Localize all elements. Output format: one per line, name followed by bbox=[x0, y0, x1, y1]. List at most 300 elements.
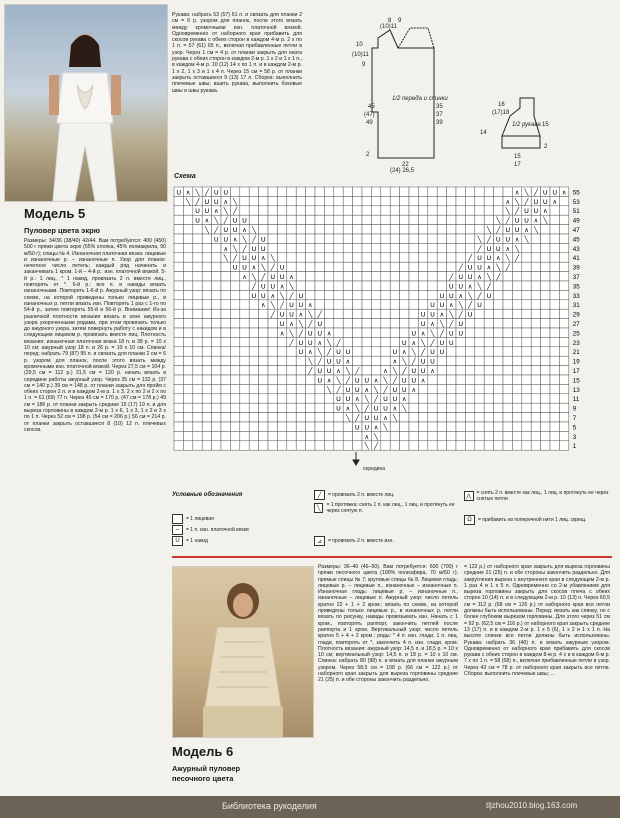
chart-cell bbox=[174, 262, 183, 271]
chart-cell bbox=[494, 309, 503, 318]
chart-cell bbox=[212, 300, 221, 309]
legend bbox=[172, 490, 612, 550]
chart-symbol: ╱ bbox=[411, 357, 416, 366]
purl-symbol-icon: – bbox=[172, 525, 183, 535]
chart-cell bbox=[221, 300, 230, 309]
chart-symbol: ╲ bbox=[374, 385, 379, 394]
chart-cell bbox=[259, 394, 268, 403]
chart-cell bbox=[418, 403, 427, 412]
chart-cell bbox=[531, 375, 540, 384]
chart-cell bbox=[541, 234, 550, 243]
chart-symbol: ╲ bbox=[449, 310, 454, 319]
chart-cell bbox=[193, 347, 202, 356]
chart-cell bbox=[456, 187, 465, 196]
chart-symbol: ∧ bbox=[430, 367, 435, 375]
chart-symbol: ╲ bbox=[355, 404, 360, 413]
chart-cell bbox=[343, 262, 352, 271]
chart-cell bbox=[437, 403, 446, 412]
chart-symbol: U bbox=[364, 423, 370, 432]
chart-symbol: ╲ bbox=[430, 329, 435, 338]
chart-symbol: ∧ bbox=[223, 244, 229, 253]
chart-symbol: ╲ bbox=[233, 197, 238, 206]
chart-cell bbox=[381, 234, 390, 243]
chart-symbol: ╲ bbox=[524, 235, 529, 244]
chart-cell bbox=[437, 243, 446, 252]
chart-cell bbox=[334, 290, 343, 299]
chart-cell bbox=[315, 206, 324, 215]
chart-cell bbox=[174, 337, 183, 346]
chart-cell bbox=[193, 281, 202, 290]
chart-cell bbox=[174, 319, 183, 328]
make-one-icon: Ω bbox=[464, 515, 475, 525]
chart-cell bbox=[315, 253, 324, 262]
chart-cell bbox=[400, 290, 409, 299]
chart-cell bbox=[400, 196, 409, 205]
chart-cell bbox=[353, 309, 362, 318]
chart-cell bbox=[381, 290, 390, 299]
chart-cell bbox=[202, 384, 211, 393]
chart-cell bbox=[183, 337, 192, 346]
chart-cell bbox=[268, 206, 277, 215]
chart-cell bbox=[221, 290, 230, 299]
chart-cell bbox=[437, 422, 446, 431]
schem-label-45: 45 bbox=[368, 104, 375, 110]
chart-cell bbox=[230, 328, 239, 337]
chart-cell bbox=[334, 206, 343, 215]
chart-cell bbox=[324, 272, 333, 281]
chart-cell bbox=[240, 300, 249, 309]
chart-cell bbox=[353, 300, 362, 309]
chart-symbol: ╱ bbox=[439, 329, 444, 338]
chart-cell bbox=[390, 431, 399, 440]
chart-cell bbox=[268, 243, 277, 252]
chart-symbol: ╲ bbox=[533, 226, 538, 234]
chart-cell bbox=[390, 225, 399, 234]
chart-cell bbox=[409, 309, 418, 318]
chart-symbol: ╲ bbox=[251, 226, 256, 234]
chart-cell bbox=[541, 403, 550, 412]
chart-symbol: ╲ bbox=[402, 404, 407, 413]
pattern-middle-label: середина bbox=[363, 466, 385, 472]
chart-symbol: ╲ bbox=[214, 216, 219, 225]
chart-symbol: ∧ bbox=[364, 432, 370, 441]
chart-cell bbox=[550, 431, 559, 440]
chart-symbol: ╲ bbox=[383, 376, 388, 385]
chart-cell bbox=[522, 253, 531, 262]
chart-cell bbox=[447, 384, 456, 393]
chart-cell bbox=[465, 403, 474, 412]
chart-cell bbox=[428, 431, 437, 440]
chart-symbol: ╲ bbox=[223, 207, 228, 216]
chart-cell bbox=[503, 281, 512, 290]
chart-cell bbox=[174, 290, 183, 299]
chart-symbol: ╲ bbox=[242, 235, 247, 244]
chart-cell bbox=[268, 441, 277, 450]
chart-cell bbox=[268, 413, 277, 422]
chart-cell bbox=[550, 243, 559, 252]
chart-cell bbox=[381, 262, 390, 271]
chart-cell bbox=[296, 215, 305, 224]
chart-cell bbox=[287, 413, 296, 422]
chart-symbol: U bbox=[307, 329, 313, 338]
model6-subtitle-line2: песочного цвета bbox=[172, 774, 234, 783]
legend-item-yo bbox=[172, 536, 208, 546]
chart-row-number: 17 bbox=[572, 368, 580, 375]
chart-cell bbox=[183, 431, 192, 440]
chart-cell bbox=[559, 234, 568, 243]
chart-cell bbox=[484, 347, 493, 356]
chart-cell bbox=[249, 441, 258, 450]
chart-cell bbox=[559, 225, 568, 234]
chart-cell bbox=[494, 366, 503, 375]
chart-symbol: ∧ bbox=[401, 395, 407, 404]
chart-symbol: ╱ bbox=[449, 273, 454, 281]
chart-cell bbox=[240, 403, 249, 412]
chart-cell bbox=[484, 206, 493, 215]
chart-symbol: ╱ bbox=[251, 235, 256, 244]
chart-cell bbox=[428, 403, 437, 412]
chart-cell bbox=[409, 422, 418, 431]
chart-cell bbox=[559, 309, 568, 318]
chart-cell bbox=[334, 187, 343, 196]
chart-symbol: ∧ bbox=[307, 348, 313, 357]
chart-cell bbox=[240, 281, 249, 290]
chart-cell bbox=[447, 441, 456, 450]
chart-symbol: ╲ bbox=[486, 273, 491, 281]
chart-cell bbox=[381, 187, 390, 196]
chart-cell bbox=[230, 187, 239, 196]
model6-figure bbox=[173, 567, 313, 737]
chart-cell bbox=[212, 290, 221, 299]
chart-cell bbox=[531, 366, 540, 375]
chart-cell bbox=[522, 272, 531, 281]
chart-cell bbox=[249, 375, 258, 384]
chart-cell bbox=[202, 337, 211, 346]
chart-cell bbox=[334, 196, 343, 205]
chart-cell bbox=[230, 272, 239, 281]
chart-cell bbox=[343, 206, 352, 215]
chart-cell bbox=[456, 403, 465, 412]
chart-cell bbox=[531, 431, 540, 440]
chart-cell bbox=[306, 243, 315, 252]
chart-cell bbox=[343, 215, 352, 224]
chart-cell bbox=[437, 272, 446, 281]
chart-cell bbox=[240, 328, 249, 337]
chart-cell bbox=[484, 319, 493, 328]
chart-cell bbox=[174, 347, 183, 356]
chart-symbol: ╲ bbox=[515, 244, 520, 253]
chart-cell bbox=[559, 413, 568, 422]
chart-cell bbox=[390, 187, 399, 196]
chart-symbol: U bbox=[458, 329, 464, 338]
chart-cell bbox=[193, 272, 202, 281]
chart-cell bbox=[334, 431, 343, 440]
chart-symbol: ╱ bbox=[468, 301, 473, 310]
chart-cell bbox=[531, 441, 540, 450]
chart-cell bbox=[559, 215, 568, 224]
chart-cell bbox=[559, 319, 568, 328]
chart-cell bbox=[296, 394, 305, 403]
chart-cell bbox=[306, 290, 315, 299]
chart-symbol: ╲ bbox=[308, 310, 313, 319]
chart-cell bbox=[306, 403, 315, 412]
chart-symbol: ∧ bbox=[364, 385, 370, 394]
section-divider bbox=[172, 556, 612, 558]
chart-cell bbox=[494, 300, 503, 309]
chart-cell bbox=[447, 215, 456, 224]
chart-cell bbox=[334, 441, 343, 450]
chart-cell bbox=[437, 441, 446, 450]
chart-cell bbox=[334, 234, 343, 243]
model6-subtitle-line1: Ажурный пуловер bbox=[172, 764, 241, 773]
chart-cell bbox=[503, 366, 512, 375]
chart-cell bbox=[277, 337, 286, 346]
chart-cell bbox=[541, 319, 550, 328]
chart-cell bbox=[494, 375, 503, 384]
chart-symbol: ╱ bbox=[458, 263, 463, 272]
chart-symbol: U bbox=[298, 338, 304, 347]
chart-symbol: U bbox=[477, 254, 482, 263]
chart-cell bbox=[418, 413, 427, 422]
chart-cell bbox=[512, 319, 521, 328]
chart-cell bbox=[287, 187, 296, 196]
chart-cell bbox=[183, 225, 192, 234]
chart-cell bbox=[324, 290, 333, 299]
chart-cell bbox=[559, 384, 568, 393]
chart-cell bbox=[202, 422, 211, 431]
chart-cell bbox=[465, 196, 474, 205]
chart-symbol: U bbox=[486, 291, 492, 300]
chart-cell bbox=[334, 309, 343, 318]
chart-cell bbox=[174, 403, 183, 412]
chart-cell bbox=[324, 422, 333, 431]
chart-cell bbox=[400, 300, 409, 309]
chart-cell bbox=[494, 431, 503, 440]
chart-symbol: ╱ bbox=[364, 404, 369, 413]
chart-cell bbox=[259, 196, 268, 205]
chart-cell bbox=[541, 347, 550, 356]
chart-cell bbox=[306, 196, 315, 205]
chart-cell bbox=[296, 422, 305, 431]
chart-cell bbox=[324, 431, 333, 440]
chart-cell bbox=[315, 234, 324, 243]
chart-row-number: 9 bbox=[572, 405, 577, 413]
chart-cell bbox=[334, 225, 343, 234]
chart-cell bbox=[193, 422, 202, 431]
chart-symbol: ╱ bbox=[223, 216, 228, 225]
middle-arrow-icon bbox=[352, 452, 360, 466]
chart-cell bbox=[400, 281, 409, 290]
chart-cell bbox=[174, 328, 183, 337]
chart-cell bbox=[296, 243, 305, 252]
chart-cell bbox=[512, 281, 521, 290]
chart-symbol: U bbox=[354, 423, 360, 432]
chart-cell bbox=[193, 384, 202, 393]
chart-symbol: U bbox=[336, 357, 341, 366]
chart-symbol: ∧ bbox=[373, 376, 379, 385]
chart-cell bbox=[418, 234, 427, 243]
chart-cell bbox=[428, 290, 437, 299]
chart-cell bbox=[512, 394, 521, 403]
chart-symbol: ╱ bbox=[233, 207, 238, 216]
chart-cell bbox=[174, 196, 183, 205]
chart-cell bbox=[456, 356, 465, 365]
model5-instructions: Размеры: 34/36 (38/40) 42/44. Вам потребуется: 400 (450) 500 г пряжи цвета экрю (55% хлопка, 45% полиакрила, 90 м/50 г); спицы № 4. Изнаночная платочная вязка: лицевые и изнаночные р. – изнаночные п. Узор для планок: нечетное число петель; каждый ряд начинать и заканчивать 1 кром. 1-й – 4-й р.: изн. платочной вязкой. 5-й р.: 1 лиц., * 1 накид, провязать 2 п. вместе лиц., повторять от *. 6-й р.: все п. и накиды вязать изнаночными. Повторять 1-6-й р. Ажурный узор: вязать по схеме, на которой приведены только лицевые р., в изнаночных р. петли вязать изн. Повторять 1 раз с 1-го по 54-й р., затем повторять 55-й и 56-й р. Внимание! Из-за различной плотности вязания вязать в зоне ажурного узора укороченными рядами, при этом провязать только до ажурного узора, затем повернуть работу с накидом и в следующем лицевом р. провязать вместе лиц. Плотность вязания: изнаночная платочная вязка 18 п. и 38 р. = 10 х 10 см; ажурный узор 18 п. и 26 р. = 10 х 10 см. Спинка/перед: набрать 79 (87) 95 п. и связать для планки 2 см = 6 р. узором для планок, после этого вязать между кромочными изн. платочной вязкой. Через 27,5 см = 104 р. (29,5 см = 112 р.) 31,5 см = 120 р. начать вязать в середине работы ажурный узор. Через 35 см = 132 р. (37 см = 140 р.) 39 см = 148 р. от планки закрыть для пройм с обеих сторон 2 п. и в каждом 2-м р. 1 х 3, 2 х по 2 и 2 х по 1 п. = 61 (69) 77 п. Через 45 см = 170 р. (47 см = 178 р.) 49 см = 186 р. от планки закрыть средние 15 (17) 19 п. и для выреза горловины в каждом 2-м р. 1 х 6, 1 х 3, 1 х 2 и 3 х по 1 п. Через 52 см = 198 р. (54 см = 206 р.) 56 см = 214 р. от планки закрыть оставшиеся 8 (10) 12 п. плечевых скосов. bbox=[24, 238, 166, 433]
chart-cell bbox=[183, 347, 192, 356]
chart-symbol: ╲ bbox=[270, 301, 275, 310]
chart-cell bbox=[428, 253, 437, 262]
chart-cell bbox=[456, 431, 465, 440]
chart-symbol: U bbox=[495, 235, 501, 244]
chart-cell bbox=[559, 441, 568, 450]
chart-symbol: ∧ bbox=[298, 310, 304, 319]
chart-cell bbox=[531, 272, 540, 281]
chart-symbol: ∧ bbox=[373, 423, 379, 432]
chart-cell bbox=[447, 413, 456, 422]
chart-cell bbox=[550, 225, 559, 234]
chart-cell bbox=[503, 431, 512, 440]
chart-cell bbox=[531, 309, 540, 318]
k2tog-icon: ╱ bbox=[314, 490, 325, 500]
chart-cell bbox=[456, 337, 465, 346]
chart-cell bbox=[353, 281, 362, 290]
chart-cell bbox=[353, 431, 362, 440]
chart-cell bbox=[550, 281, 559, 290]
chart-cell bbox=[287, 215, 296, 224]
chart-cell bbox=[550, 234, 559, 243]
chart-cell bbox=[259, 337, 268, 346]
chart-cell bbox=[522, 262, 531, 271]
chart-cell bbox=[437, 431, 446, 440]
schem-label-14: 14 bbox=[480, 130, 487, 136]
chart-symbol: U bbox=[317, 367, 323, 375]
chart-symbol: ∧ bbox=[354, 395, 360, 404]
chart-cell bbox=[202, 281, 211, 290]
chart-cell bbox=[447, 403, 456, 412]
chart-cell bbox=[249, 206, 258, 215]
chart-cell bbox=[324, 243, 333, 252]
chart-cell bbox=[409, 290, 418, 299]
chart-cell bbox=[400, 225, 409, 234]
chart-cell bbox=[193, 253, 202, 262]
chart-cell bbox=[296, 234, 305, 243]
chart-cell bbox=[512, 290, 521, 299]
chart-cell bbox=[353, 290, 362, 299]
chart-cell bbox=[212, 384, 221, 393]
schem-label-37: 37 bbox=[436, 112, 443, 118]
chart-symbol: U bbox=[270, 273, 276, 281]
chart-symbol: ╲ bbox=[336, 376, 341, 385]
chart-cell bbox=[287, 375, 296, 384]
chart-symbol: U bbox=[486, 254, 492, 263]
schem-label-2: 2 bbox=[366, 152, 370, 158]
chart-cell bbox=[409, 300, 418, 309]
chart-cell bbox=[221, 272, 230, 281]
chart-cell bbox=[409, 253, 418, 262]
chart-cell bbox=[494, 319, 503, 328]
chart-cell bbox=[475, 384, 484, 393]
chart-symbol: ∧ bbox=[326, 329, 332, 338]
chart-row-number: 29 bbox=[572, 311, 580, 319]
chart-cell bbox=[550, 394, 559, 403]
chart-cell bbox=[437, 215, 446, 224]
chart-cell bbox=[296, 253, 305, 262]
chart-cell bbox=[174, 215, 183, 224]
chart-cell bbox=[512, 300, 521, 309]
chart-cell bbox=[296, 272, 305, 281]
chart-cell bbox=[193, 375, 202, 384]
chart-cell bbox=[428, 225, 437, 234]
chart-cell bbox=[400, 215, 409, 224]
chart-symbol: ∧ bbox=[383, 414, 388, 422]
chart-row-number: 31 bbox=[572, 302, 580, 310]
chart-cell bbox=[268, 431, 277, 440]
chart-cell bbox=[437, 413, 446, 422]
chart-cell bbox=[353, 206, 362, 215]
chart-cell bbox=[390, 337, 399, 346]
chart-cell bbox=[193, 328, 202, 337]
chart-symbol: ∧ bbox=[336, 367, 341, 375]
chart-cell bbox=[240, 394, 249, 403]
chart-cell bbox=[324, 187, 333, 196]
chart-symbol: ╲ bbox=[195, 188, 200, 197]
chart-cell bbox=[212, 422, 221, 431]
chart-symbol: ╲ bbox=[383, 423, 388, 432]
chart-cell bbox=[418, 262, 427, 271]
chart-cell bbox=[475, 225, 484, 234]
chart-cell bbox=[343, 290, 352, 299]
chart-cell bbox=[447, 347, 456, 356]
chart-cell bbox=[381, 347, 390, 356]
chart-symbol: U bbox=[260, 244, 266, 253]
chart-cell bbox=[259, 422, 268, 431]
chart-cell bbox=[353, 319, 362, 328]
chart-cell bbox=[418, 394, 427, 403]
chart-row-number: 27 bbox=[572, 321, 580, 328]
chart-cell bbox=[268, 422, 277, 431]
chart-cell bbox=[503, 319, 512, 328]
chart-symbol: ∧ bbox=[439, 310, 445, 319]
chart-cell bbox=[550, 366, 559, 375]
chart-cell bbox=[550, 356, 559, 365]
chart-cell bbox=[221, 328, 230, 337]
chart-symbol: U bbox=[298, 291, 304, 300]
chart-cell bbox=[315, 384, 324, 393]
chart-cell bbox=[418, 215, 427, 224]
chart-cell bbox=[221, 262, 230, 271]
chart-cell bbox=[541, 225, 550, 234]
chart-cell bbox=[343, 187, 352, 196]
chart-cell bbox=[512, 375, 521, 384]
chart-cell bbox=[240, 431, 249, 440]
chart-cell bbox=[409, 441, 418, 450]
chart-cell bbox=[353, 337, 362, 346]
chart-cell bbox=[230, 384, 239, 393]
chart-cell bbox=[503, 413, 512, 422]
chart-cell bbox=[390, 328, 399, 337]
chart-symbol: ∧ bbox=[533, 216, 539, 225]
chart-cell bbox=[183, 394, 192, 403]
chart-cell bbox=[465, 206, 474, 215]
chart-cell bbox=[306, 422, 315, 431]
chart-cell bbox=[447, 187, 456, 196]
chart-cell bbox=[494, 196, 503, 205]
chart-symbol: U bbox=[514, 216, 520, 225]
chart-cell bbox=[174, 243, 183, 252]
chart-symbol: ╱ bbox=[421, 348, 426, 357]
chart-cell bbox=[193, 300, 202, 309]
legend-item-ssk bbox=[314, 502, 464, 514]
